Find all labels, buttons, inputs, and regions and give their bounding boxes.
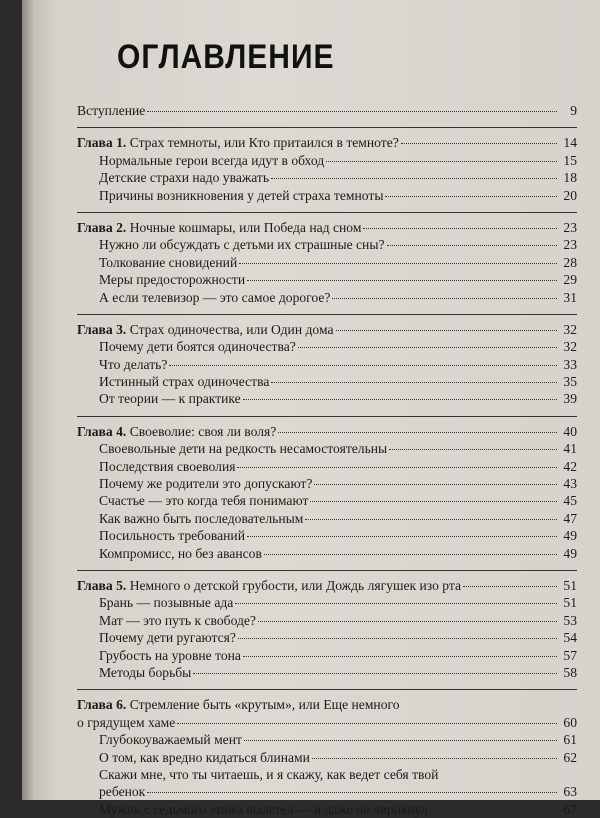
toc-intro [77,102,577,119]
chapter-6-heading [77,696,577,713]
toc-item-page: 43 [563,476,577,492]
dot-leader [430,809,557,811]
chapter-number: Глава 3. [77,321,127,337]
toc-item-label: Истинный страх одиночества [99,374,270,390]
toc-item [77,356,577,373]
toc-item [77,594,577,611]
dot-leader [387,244,558,246]
toc-item-page: 23 [563,237,577,253]
chapter-2-heading [77,219,577,236]
toc-item [77,289,577,306]
chapter-4-heading [77,423,577,440]
toc-item [77,766,577,783]
toc-item-label: Что делать? [99,356,168,372]
chapter-number: Глава 2. [77,219,127,235]
toc-item [77,527,577,544]
toc-item-label: Своевольные дети на редкость несамостоятельны [99,441,388,457]
toc-item-label: От теории — к практике [99,391,241,407]
chapter-page: 32 [563,321,577,337]
toc-item-label: Посильность требований [99,528,245,544]
toc-item-label: Нормальные герои всегда идут в обход [99,152,325,168]
dot-leader [147,110,557,112]
dot-leader [243,398,557,400]
toc-item-label: Компромисс, но без авансов [99,545,262,561]
toc-item-page: 42 [563,458,577,474]
dot-leader [271,381,557,383]
dot-leader [169,364,557,366]
toc-item-page: 20 [563,187,577,203]
toc-item-page: 63 [563,784,577,800]
dot-leader [312,757,557,759]
chapter-divider [77,127,577,128]
dot-leader [310,500,557,502]
chapter-title: Страх темноты, или Кто притаился в темноте? [129,135,399,151]
toc-item-page: 39 [563,391,577,407]
chapter-divider [77,416,577,417]
toc-item-page: 51 [563,595,577,611]
toc-item-label: Толкование сновидений [99,254,238,270]
toc-item [77,236,577,253]
toc-item-label: Как важно быть последовательным [99,510,304,526]
toc-item [77,749,577,766]
chapter-divider [77,314,577,315]
chapter-3-heading [77,321,577,338]
toc-item-label: Детские страхи надо уважать [99,170,270,186]
toc-item-label: Меры предосторожности [99,272,246,288]
table-of-contents [77,102,577,818]
dot-leader [401,142,557,144]
toc-item [77,475,577,492]
chapter-title: Своеволие: своя ли воля? [129,423,277,439]
dot-leader [264,553,557,555]
toc-item-label: Брань — позывные ада [99,595,234,611]
toc-item-label: Нужно ли обсуждать с детьми их страшные сны? [99,237,385,253]
toc-item-page: 31 [563,289,577,305]
toc-item [77,373,577,390]
toc-item-label: Последствия своеволия [99,458,236,474]
toc-item-page: 49 [563,528,577,544]
toc-item-page: 15 [563,152,577,168]
toc-item [77,612,577,629]
toc-item [77,664,577,681]
chapter-title: Ночные кошмары, или Победа над сном [129,219,362,235]
toc-item-page: 49 [563,545,577,561]
chapter-divider [77,570,577,571]
dot-leader [258,620,557,622]
dot-leader [298,346,557,348]
dot-leader [305,518,557,520]
toc-item-page: 47 [563,510,577,526]
toc-item [77,545,577,562]
dot-leader [243,655,557,657]
toc-item-label: Счастье — это когда тебя понимают [99,493,309,509]
toc-item [77,169,577,186]
toc-item [77,271,577,288]
toc-item [77,458,577,475]
chapter-title: Немного о детской грубости, или Дождь лягушек изо рта [129,577,462,593]
toc-intro-label: Вступление [77,103,146,118]
toc-item [77,801,577,818]
toc-item-page: 29 [563,272,577,288]
dot-leader [235,602,557,604]
dot-leader [147,791,557,793]
toc-item-label: Мужик с седьмого этажа вылетел — и даже не чирикнул [99,801,428,817]
toc-item [77,629,577,646]
toc-item [77,390,577,407]
toc-item-label-cont: ребенок [99,784,146,800]
chapter-number: Глава 1. [77,135,127,151]
toc-item-cont [77,783,577,800]
toc-item-label: Мат — это путь к свободе? [99,612,256,628]
toc-item-page: 54 [563,630,577,646]
chapter-6-heading-cont [77,714,577,731]
toc-item-page: 53 [563,612,577,628]
dot-leader [271,177,557,179]
chapter-number: Глава 5. [77,577,127,593]
book-page [22,0,600,817]
page-title: ОГЛАВЛЕНИЕ [117,38,335,76]
chapter-title-cont: о грядущем хаме [77,714,176,730]
toc-item-label: Почему дети боятся одиночества? [99,339,296,355]
dot-leader [278,431,557,433]
toc-item-label: Методы борьбы [99,664,192,680]
chapter-1-heading [77,134,577,151]
chapter-number: Глава 4. [77,423,127,439]
dot-leader [326,160,557,162]
chapter-page: 14 [563,135,577,151]
toc-item [77,510,577,527]
chapter-divider [77,212,577,213]
toc-item [77,647,577,664]
dot-leader [237,466,557,468]
toc-item-page: 45 [563,493,577,509]
toc-item-page: 58 [563,664,577,680]
toc-item-page: 67 [563,801,577,817]
toc-item [77,338,577,355]
toc-item-label: Причины возникновения у детей страха темноты [99,187,384,203]
toc-intro-page: 9 [570,103,577,118]
dot-leader [177,722,557,724]
chapter-page: 40 [563,423,577,439]
dot-leader [238,637,557,639]
dot-leader [314,483,557,485]
toc-item-label: Грубость на уровне тона [99,647,241,663]
dot-leader [389,448,557,450]
toc-item-page: 61 [563,732,577,748]
dot-leader [193,672,557,674]
chapter-title: Стремление быть «крутым», или Еще немного [129,697,400,713]
toc-item-label: Скажи мне, что ты читаешь, и я скажу, как ведет себя твой [99,766,439,782]
dot-leader [239,262,557,264]
dot-leader [336,329,557,331]
toc-item-page: 28 [563,254,577,270]
chapter-title: Страх одиночества, или Один дома [129,321,334,337]
dot-leader [332,297,557,299]
toc-item-label: О том, как вредно кидаться блинами [99,749,310,765]
chapter-page: 51 [563,577,577,593]
toc-item [77,731,577,748]
dot-leader [463,585,557,587]
toc-item [77,152,577,169]
chapter-page: 60 [563,714,577,730]
dot-leader [247,535,557,537]
toc-item-label: Глубокоуважаемый мент [99,732,242,748]
toc-item [77,492,577,509]
dot-leader [385,195,557,197]
toc-item-label: А если телевизор — это самое дорогое? [99,289,331,305]
toc-item-page: 18 [563,170,577,186]
toc-item-page: 57 [563,647,577,663]
toc-item-page: 33 [563,356,577,372]
dot-leader [244,739,557,741]
chapter-divider [77,689,577,690]
toc-item [77,187,577,204]
toc-item-page: 35 [563,374,577,390]
chapter-5-heading [77,577,577,594]
toc-item-page: 41 [563,441,577,457]
dot-leader [247,279,557,281]
toc-item [77,254,577,271]
dot-leader [363,227,557,229]
toc-item-label: Почему дети ругаются? [99,630,236,646]
toc-item-page: 32 [563,339,577,355]
chapter-page: 23 [563,219,577,235]
toc-item-page: 62 [563,749,577,765]
chapter-number: Глава 6. [77,697,127,713]
toc-item-label: Почему же родители это допускают? [99,476,313,492]
toc-item [77,440,577,457]
